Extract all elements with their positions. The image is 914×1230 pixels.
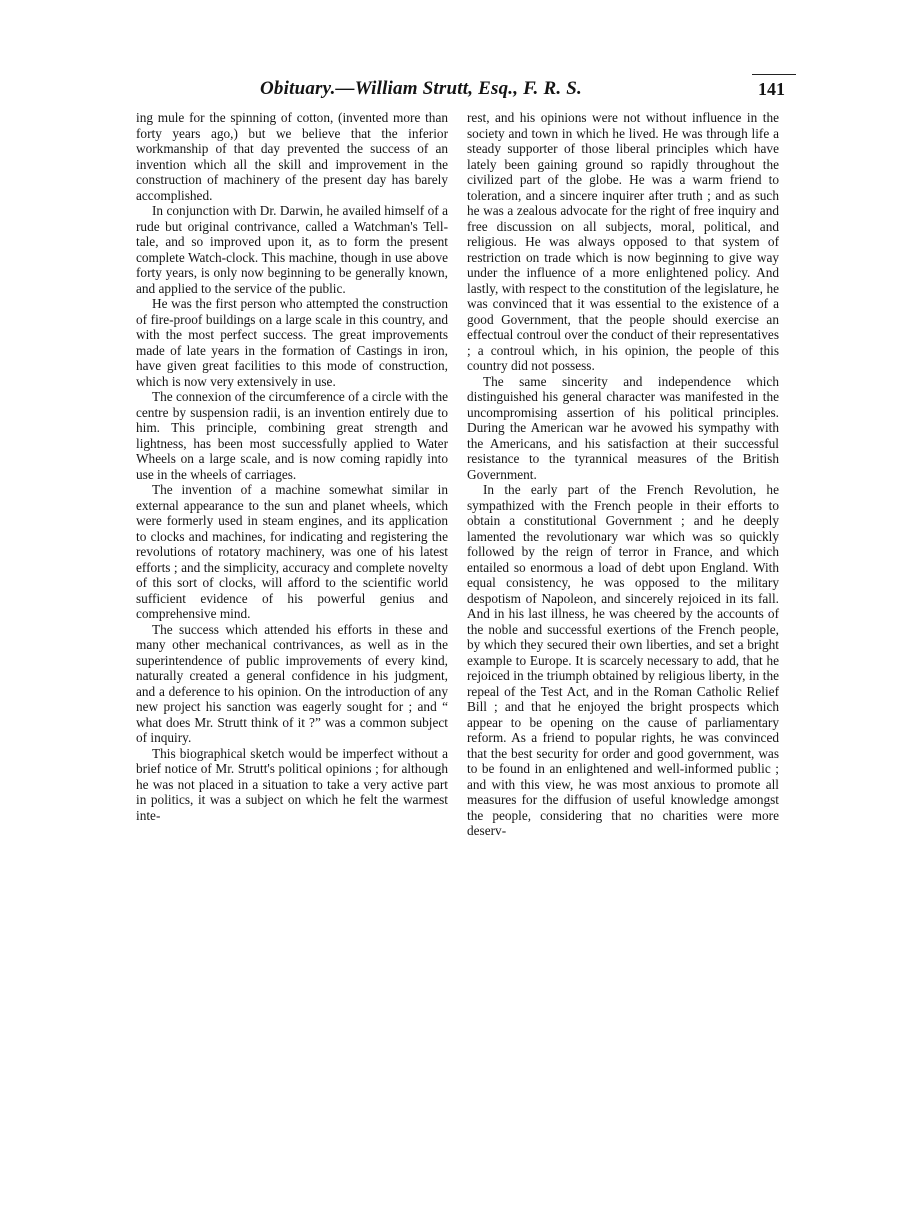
paragraph-public-confidence: The success which attended his efforts in these and many other mechanical contrivances, as well as in the superintendence of public improvements of every kind, naturally created a general confidence in his judgment, and a deference to his opinion. On the introduction of any new project his sanction was eagerly sought for ; and “ what does Mr. Strutt think of it ?” was a common subject of inquiry. [136, 621, 448, 745]
paragraph-watch-clock: In conjunction with Dr. Darwin, he availed himself of a rude but original contrivance, called a Watchman's Tell-tale, and so improved upon it, as to form the present complete Watch-clock. This machine, though in use above forty years, is only now beginning to be generally known, and applied to the service of the public. [136, 203, 448, 296]
paragraph-registering-machine: The invention of a machine somewhat similar in external appearance to the sun and planet wheels, which were formerly used in steam engines, and its application to clocks and machines, for indicating and registering the revolutions of rotatory machinery, was one of his latest efforts ; and the simplicity, accuracy and complete novelty of this sort of clocks, will afford to the scientific world sufficient evidence of his powerful genius and comprehensive mind. [136, 482, 448, 621]
paragraph-political-opinions: This biographical sketch would be imperfect without a brief notice of Mr. Strutt's political opinions ; for although he was not placed in a situation to take a very active part in politics, it was a subject on which he felt the warmest inte- [136, 745, 448, 823]
paragraph-mule-continuation: ing mule for the spinning of cotton, (invented more than forty years ago,) but we believe that the inferior workmanship of that day prevented the success of an invention which all the skill and improvement in the construction of machinery of the present day has barely accomplished. [136, 110, 448, 203]
paragraph-french-revolution: In the early part of the French Revolution, he sympathized with the French people in their efforts to obtain a constitutional Government ; and he deeply lamented the revolutionary war which was so quickly followed by the reign of terror in France, and which entailed so enormous a load of debt upon England. With equal consistency, he was opposed to the military despotism of Napoleon, and sincerely rejoiced in its fall. And in his last illness, he was cheered by the accounts of the noble and successful exertions of the French people, by which they secured their own liberties, and set a bright example to Europe. It is scarcely necessary to add, that he rejoiced in the triumph obtained by religious liberty, in the repeal of the Test Act, and in the Roman Catholic Relief Bill ; and that he enjoyed the bright prospects which appear to be opening on the cause of parliamentary reform. As a friend to popular rights, he was convinced that the best security for order and good government, was to be found in an enlightened and well-informed public ; and with this view, he was most anxious to promote all measures for the diffusion of useful knowledge amongst the people, considering that no charities were more deserv- [467, 482, 779, 838]
paragraph-fireproof-buildings: He was the first person who attempted the construction of fire-proof buildings on a large scale in this country, and with the most perfect success. The great improvements made of late years in the formation of Castings in iron, have given great facilities to this mode of construction, which is now very extensively in use. [136, 296, 448, 389]
header-rule [752, 74, 796, 75]
paragraph-liberal-principles: rest, and his opinions were not without influence in the society and town in which he lived. He was through life a steady supporter of those liberal principles which have lately been gaining ground so rapidly throughout the civilized part of the globe. He was a warm friend to toleration, and a sincere inquirer after truth ; and as such he was a zealous advocate for the right of free inquiry and free discussion on all subjects, moral, political, and religious. He was always opposed to that system of restriction on trade which is now beginning to give way under the influence of a more enlightened policy. And lastly, with respect to the constitution of the legislature, he was convinced that it was essential to the existence of a good Government, that the people should exercise an effectual controul over the conduct of their representatives ; a controul which, in his opinion, the people of this country did not possess. [467, 110, 779, 373]
right-column [467, 110, 779, 839]
paragraph-suspension-wheels: The connexion of the circumference of a circle with the centre by suspension radii, is an invention entirely due to him. This principle, combining great strength and lightness, has been most successfully applied to Water Wheels on a large scale, and is now coming rapidly into use in the wheels of carriages. [136, 389, 448, 482]
paragraph-american-war: The same sincerity and independence which distinguished his general character was manifested in the uncompromising assertion of his political principles. During the American war he avowed his sympathy with the Americans, and his satisfaction at their successful resistance to the tyrannical measures of the British Government. [467, 373, 779, 482]
left-column [136, 110, 448, 823]
page-number: 141 [758, 79, 785, 99]
running-head: Obituary.—William Strutt, Esq., F. R. S. [260, 78, 582, 99]
